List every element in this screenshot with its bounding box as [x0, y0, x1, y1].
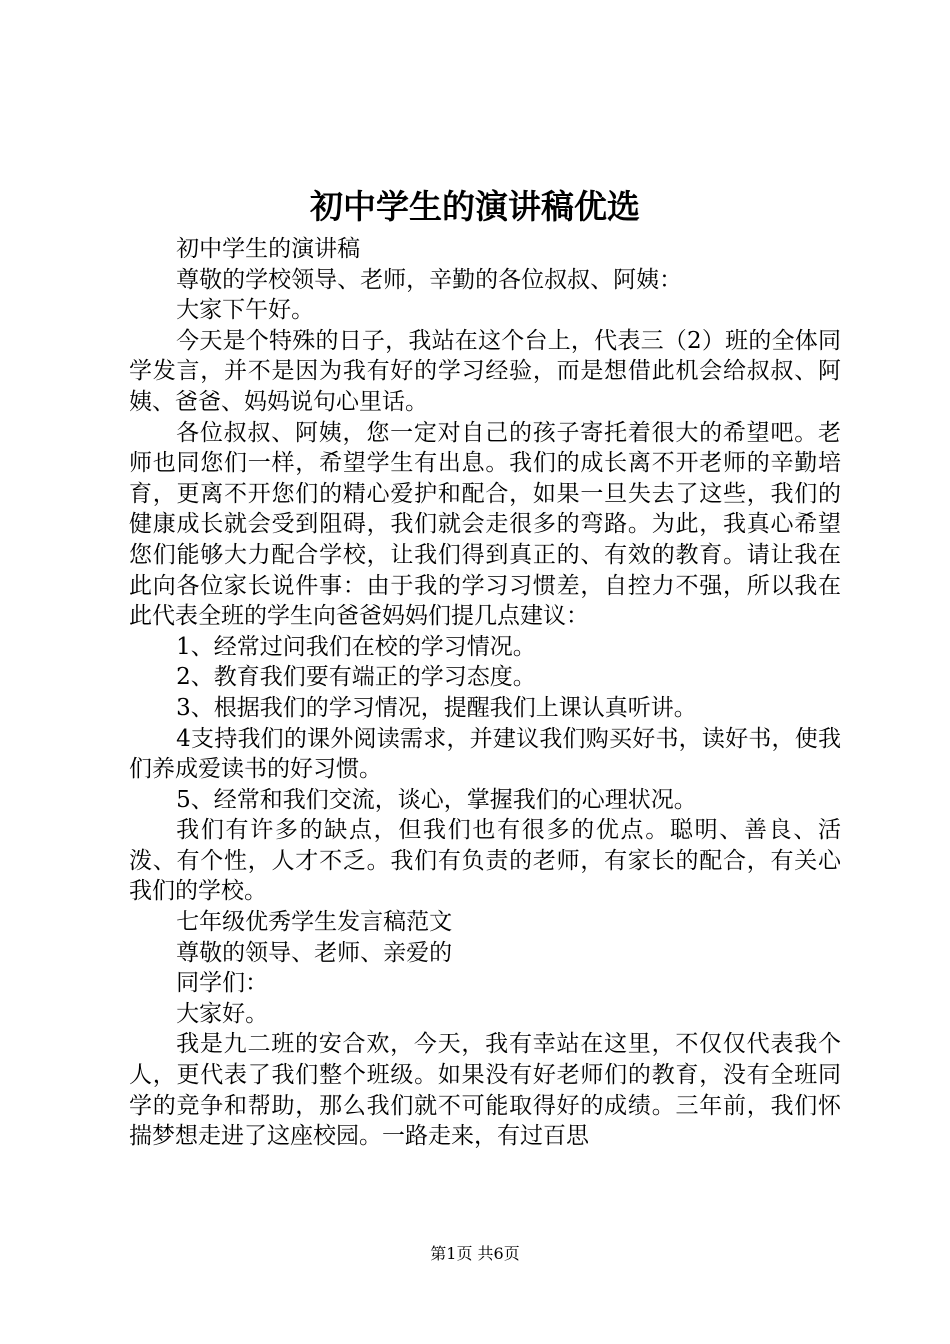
document-title: 初中学生的演讲稿优选	[310, 187, 640, 226]
paragraph: 初中学生的演讲稿	[176, 236, 361, 262]
paragraph: 尊敬的学校领导、老师，辛勤的各位叔叔、阿姨：	[176, 266, 683, 293]
list-item: 5、经常和我们交流，谈心，掌握我们的心理状况。	[176, 786, 697, 813]
list-item: 4支持我们的课外阅读需求，并建议我们购买好书，读好书，使我们养成爱读书的好习惯。	[129, 725, 841, 783]
paragraph: 我们有许多的缺点，但我们也有很多的优点。聪明、善良、活泼、有个性，人才不乏。我们有负责的老师，有家长的配合，有关心我们的学校。	[129, 817, 841, 905]
document-body	[129, 234, 841, 1152]
paragraph: 大家下午好。	[176, 297, 315, 324]
list-item: 2、教育我们要有端正的学习态度。	[176, 664, 536, 691]
paragraph: 尊敬的领导、老师、亲爱的	[176, 939, 453, 966]
paragraph: 各位叔叔、阿姨，您一定对自己的孩子寄托着很大的希望吧。老师也同您们一样，希望学生有出息。我们的成长离不开老师的辛勤培育，更离不开您们的精心爱护和配合，如果一旦失去了这些，我们的健康成长就会受到阻碍，我们就会走很多的弯路。为此，我真心希望您们能够大力配合学校，让我们得到真正的、有效的教育。请让我在此向各位家长说件事：由于我的学习习惯差，自控力不强，所以我在此代表全班的学生向爸爸妈妈们提几点建议：	[129, 419, 841, 630]
list-item: 1、经常过问我们在校的学习情况。	[176, 633, 536, 660]
paragraph: 大家好。	[176, 1000, 269, 1027]
list-item: 3、根据我们的学习情况，提醒我们上课认真听讲。	[176, 694, 697, 721]
page-footer: 第1页 共6页	[430, 1244, 520, 1263]
paragraph: 我是九二班的安合欢，今天，我有幸站在这里，不仅仅代表我个人，更代表了我们整个班级。如果没有好老师们的教育，没有全班同学的竞争和帮助，那么我们就不可能取得好的成绩。三年前，我们怀揣梦想走进了这座校园。一路走来，有过百思	[129, 1031, 841, 1150]
paragraph: 同学们：	[176, 970, 269, 997]
paragraph: 今天是个特殊的日子，我站在这个台上，代表三（2）班的全体同学发言，并不是因为我有好的学习经验，而是想借此机会给叔叔、阿姨、爸爸、妈妈说句心里话。	[129, 327, 841, 415]
section-heading: 七年级优秀学生发言稿范文	[176, 909, 453, 936]
